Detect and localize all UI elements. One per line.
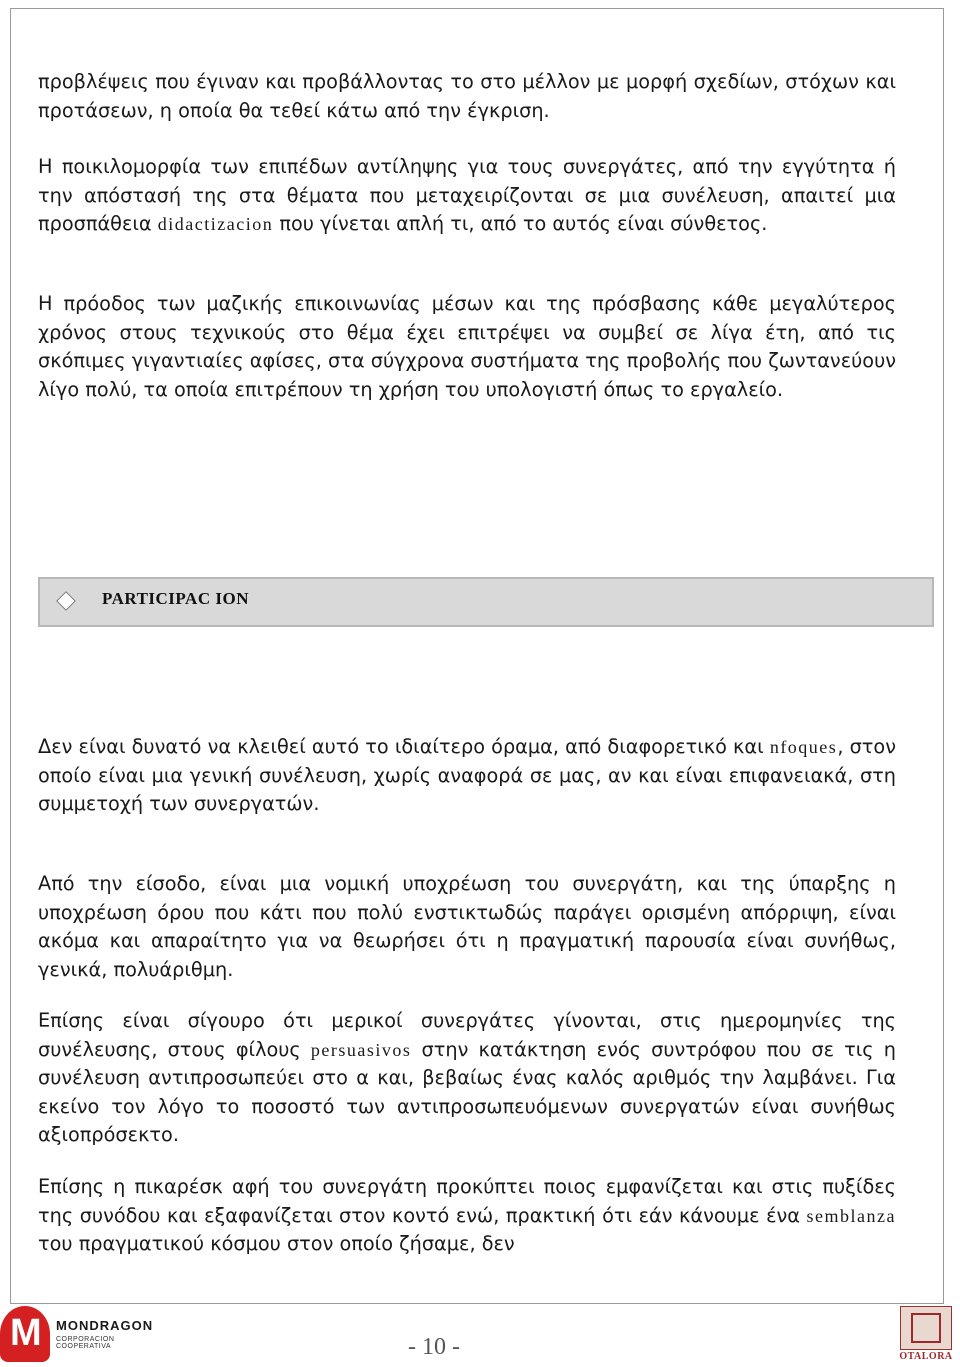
section-header-bar (38, 577, 934, 627)
paragraph-4-before: Δεν είναι δυνατό να κλειθεί αυτό το ιδιαίτερο όραμα, από διαφορετικό και (38, 735, 770, 758)
paragraph-7-after: του πραγματικού κόσμου στον οποίο ζήσαμε, δεν (38, 1232, 515, 1255)
diamond-icon (56, 591, 76, 611)
paragraph-7-before: Επίσης η πικαρέσκ αφή του συνεργάτη προκύπτει ποιος εμφανίζεται και στις πυξίδες της συνόδου και εξαφανίζεται στον κοντό ενώ, πρακτική ότι εάν κάνουμε ένα (38, 1175, 896, 1227)
paragraph-1-text: προβλέψεις που έγιναν και προβάλλοντας το στο μέλλον με μορφή σχεδίων, στόχων και προτάσεων, η οποία θα τεθεί κάτω από την έγκριση. (38, 70, 896, 122)
paragraph-7-emphasis: semblanza (806, 1205, 896, 1226)
paragraph-3 (38, 290, 896, 404)
paragraph-4 (38, 733, 896, 819)
paragraph-2-after: που γίνεται απλή τι, από το αυτός είναι σύνθετος. (273, 212, 768, 235)
mondragon-logo-letter: M (10, 1312, 42, 1354)
paragraph-5-text: Από την είσοδο, είναι μια νομική υποχρέωση του συνεργάτη, και της ύπαρξης η υποχρέωση όρου που κάτι που πολύ ενστικτωδώς παράγει ορισμένη απόρριψη, είναι ακόμα και απαραίτητο για να θεωρήσει ότι η πραγματική παρουσία είναι συνήθως, γενικά, πολυάριθμη. (38, 872, 896, 981)
paragraph-6-emphasis: persuasivos (310, 1039, 412, 1060)
paragraph-6 (38, 1007, 896, 1150)
paragraph-3-text: Η πρόοδος των μαζικής επικοινωνίας μέσων και της πρόσβασης κάθε μεγαλύτερος χρόνος στους τεχνικούς στο θέμα έχει επιτρέψει να συμβεί σε λίγα έτη, από τις σκόπιμες γιγαντιαίες αφίσες, στα σύγχρονα συστήματα της προβολής που ζωντανεύουν λίγο πολύ, τα οποία επιτρέπουν τη χρήση του υπολογιστή όπως το εργαλείο. (38, 292, 896, 401)
mondragon-logo-name: MONDRAGON (56, 1318, 154, 1333)
mondragon-logo-subtitle: CORPORACION COOPERATIVA (56, 1336, 115, 1350)
paragraph-6-before: Επίσης είναι σίγουρο ότι μερικοί συνεργάτες γίνονται, στις ημερομηνίες της συνέλευσης, στους φίλους (38, 1009, 896, 1061)
otalora-logo-emblem (900, 1306, 952, 1350)
paragraph-5 (38, 870, 896, 984)
mondragon-logo (0, 1306, 154, 1362)
otalora-logo-name: OTALORA (899, 1351, 953, 1362)
otalora-logo (896, 1304, 956, 1364)
section-title: PARTICIPAC ION (102, 589, 249, 608)
paragraph-7 (38, 1173, 896, 1259)
mondragon-logo-mark (0, 1306, 50, 1362)
paragraph-2-before: Η ποικιλομορφία των επιπέδων αντίληψης για τους συνεργάτες, από την εγγύτητα ή την απόστασή της στα θέματα που μεταχειρίζονται σε μια συνέλευση, απαιτεί μια προσπάθεια (38, 155, 896, 235)
paragraph-4-emphasis: nfoques (769, 737, 838, 757)
paragraph-6-after: στην κατάκτηση ενός συντρόφου που σε τις η συνέλευση αντιπροσωπεύει στο α και, βεβαίως ένας καλός αριθμός την λαμβάνει. Για εκείνο τον λόγο το ποσοστό των αντιπροσωπευόμενων συνεργατών είναι συνήθως αξιοπρόσεκτο. (38, 1037, 896, 1146)
paragraph-1 (38, 68, 896, 125)
paragraph-4-after: , στον οποίο είναι μια γενική συνέλευση, χωρίς αναφορά σε μας, αν και είναι επιφανειακά, στη συμμετοχή των συνεργατών. (38, 735, 896, 815)
paragraph-2 (38, 153, 896, 239)
page-number: - 10 - (408, 1334, 460, 1360)
paragraph-2-emphasis: didactizacion (157, 214, 274, 234)
